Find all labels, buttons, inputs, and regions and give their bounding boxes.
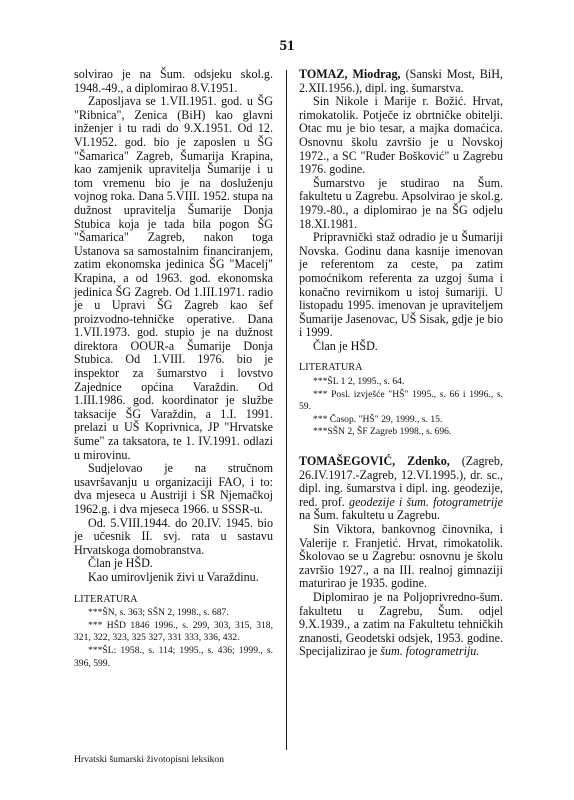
entry-intro-italic: geodezije i šum. fotogrametrije [349,494,503,509]
literatura-item: *** Posl. izvješće "HŠ" 1995., s. 66 i 1996., s. 59. [299,388,503,413]
paragraph: Od. 5.VIII.1944. do 20.IV. 1945. bio je učesnik II. svj. rata u sastavu Hrvatskoga domobranstva. [74,515,273,557]
paragraph: solvirao je na Šum. odsjeku skol.g. 1948.-49., a diplomirao 8.V.1951. [74,67,273,95]
paragraph: Sin Viktora, bankovnog činovnika, i Valerije r. Franjetić. Hrvat, rimokatolik. Školovao se u Zagrebu: osnovnu je školu završio 1927., a na III. realnoj gimnaziji maturirao je 1935. godine. [299,522,503,591]
literatura-item: *** Časop. "HŠ" 29, 1999., s. 15. [313,413,443,425]
footer: Hrvatski šumarski životopisni leksikon [74,754,225,765]
paragraph: Član je HŠD. [88,556,153,571]
entry-intro: (Sanski Most, BiH, 2.XII.1956.), dipl. ing. šumarstva. [299,67,503,95]
entry-intro-end: na Šum. fakultetu u Zagrebu. [299,508,441,523]
left-column [74,68,273,670]
paragraph: Sin Nikole i Marije r. Božić. Hrvat, rimokatolik. Potječe iz obrtničke obitelji. Otac mu je bio tesar, a majka domaćica. Osnovnu školu završio je u Novskoj 1972., a SC "Ruđer Bošković" u Zagrebu 1976. godine. [299,94,503,177]
literatura-heading: LITERATURA [299,362,363,374]
literatura-item: ***ŠL 1 2, 1995., s. 64. [313,376,405,388]
paragraph: Pripravnički staž odradio je u Šumariji Novska. Godinu dana kasnije imenovan je referentom za ceste, pa zatim pomoćnikom referenta za uzgoj šuma i konačno revirnikom u istoj šumariji. U listopadu 1995. imenovan je upraviteljem Šumarije Jasenovac, UŠ Sisak, gdje je bio i 1999. [299,230,503,340]
entry-name: TOMAZ, Miodrag, [299,67,401,81]
paragraph: Član je HŠD. [313,338,378,353]
literatura-item: ***ŠL: 1958., s. 114; 1995., s. 436; 1999., s. 396, 599. [74,644,273,669]
right-column [299,68,503,659]
page-number: 51 [279,38,295,54]
literatura-item: ***SŠN 2, ŠF Zagreb 1998., s. 696. [313,426,452,438]
paragraph-text: Diplomirao je na Poljoprivredno-šum. fakultetu u Zagrebu, Šum. odjel 9.X.1939., a zatim na Fakultetu tehničkih znanosti, Geodetski odsjek, 1953. godine. Specijalizirao je [299,589,503,659]
literatura-heading: LITERATURA [74,593,138,605]
entry-name: TOMAŠEGOVIĆ, Zdenko, [299,454,450,469]
paragraph [299,591,503,659]
literatura-item: *** HŠD 1846 1996., s. 299, 303, 315, 318, 321, 322, 323, 325 327, 331 333, 336, 432. [74,619,273,644]
entry-header [299,68,503,95]
paragraph: Zaposljava se 1.VII.1951. god. u ŠG "Ribnica", Zenica (BiH) kao glavni inženjer i tu radi do 9.X.1951. Od 12. VI.1952. god. bio je zaposlen u ŠG "Šamarica" Zagreb, Šumarija Krapina, kao zamjenik upravitelja Šumarije i u tom vremenu bio je na dosluženju vojnog roka. Dana 5.VIII. 1952. stupa na dužnost upravitelja Šumarije Donja Stubica koja je tada bila pogon ŠG "Šamarica" Zagreb, nakon toga Ustanova sa samostalnim financiranjem, zatim ekonomska jedinica ŠG "Macelj" Krapina, a od 1963. god. ekonomska jedinica ŠG Zagreb. Od 1.III.1971. radio je u Upravi ŠG Zagreb kao šef proizvodno-tehničke operative. Dana 1.VII.1973. god. stupio je na dužnost direktora OOUR-a Šumarije Donja Stubica. Od 1.VIII. 1976. bio je inspektor za šumarstvo i lovstvo Zajednice općina Varaždin. Od 1.III.1986. god. koordinator je službe taksacije ŠG Varaždin, a 1.I. 1991. prelazi u UŠ Koprivnica, JP "Hrvatske šume" za taksatora, te 1. IV.1991. odlazi u mirovinu. [74,94,273,462]
paragraph: Šumarstvo je studirao na Šum. fakultetu u Zagrebu. Apsolvirao je skol.g. 1979.-80., a diplomirao je na ŠG odjelu 18.XI.1981. [299,175,503,231]
literatura-item: ***ŠN, s. 363; SŠN 2, 1998., s. 687. [88,607,229,619]
paragraph-italic: šum. fotogrametriju. [380,644,480,659]
paragraph: Sudjelovao je na stručnom usavršavanju u organizaciji FAO, i to: dva mjeseca u Austriji i SR Njemačkoj 1962.g. i dva mjeseca 1966. u SSSR-u. [74,461,273,516]
entry-intro: (Zagreb, 26.IV.1917.-Zagreb, 12.VI.1995.), dr. sc., dipl. ing. šumarstva i dipl. ing. geodezije, red. prof. [299,454,503,509]
entry-header [299,455,503,523]
column-divider [286,70,287,750]
paragraph: Kao umirovljenik živi u Varaždinu. [88,569,259,584]
